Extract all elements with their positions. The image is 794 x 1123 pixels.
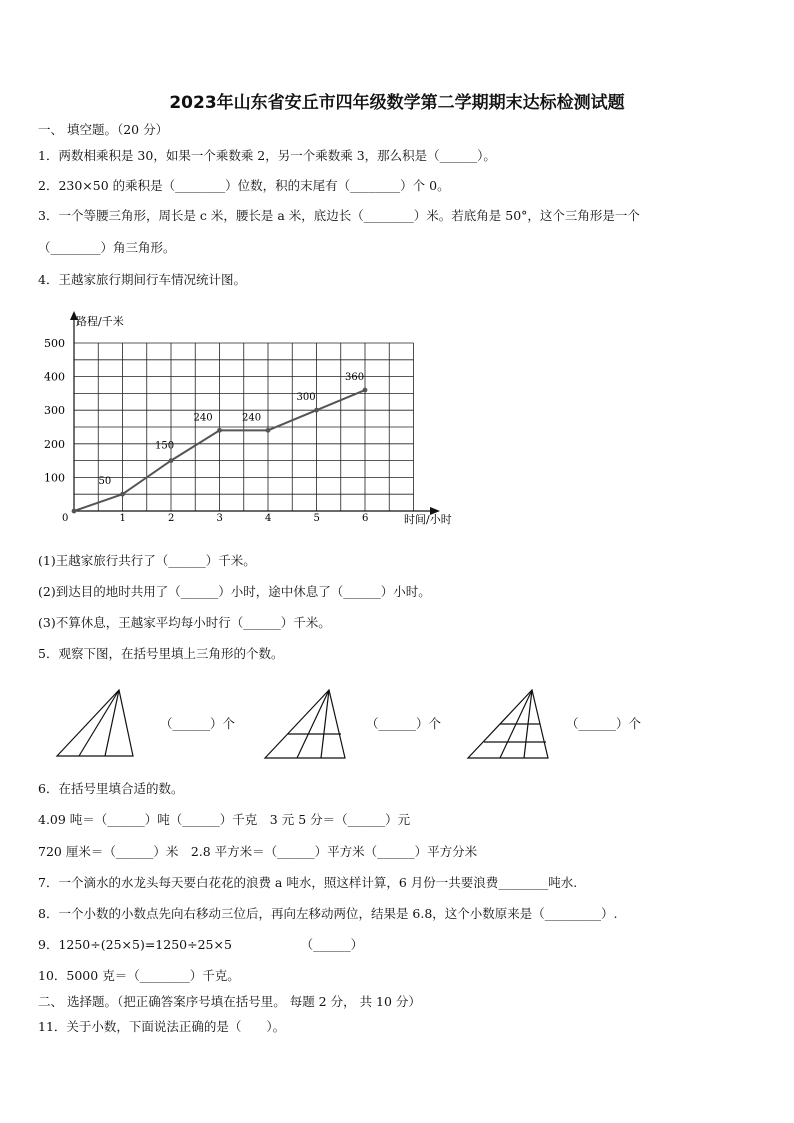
- section-heading-multiple-choice: 二、 选择题。（把正确答案序号填在括号里。 每题 2 分， 共 10 分）: [38, 994, 421, 1009]
- question-4-part-2: (2)到达目的地时共用了（______）小时，途中休息了（______）小时。: [38, 584, 431, 599]
- triangle-2-answer-blank: （______）个: [366, 716, 442, 731]
- chart-data-point: [72, 509, 77, 514]
- chart-x-tick-label: 4: [265, 513, 272, 524]
- triangle-figures-row: [0, 688, 794, 760]
- question-2: 2．230×50 的乘积是（________）位数，积的末尾有（________）个 0。: [38, 178, 450, 193]
- chart-y-tick-label: 200: [44, 437, 65, 451]
- chart-data-label: 150: [155, 440, 175, 452]
- triangle-3-answer-blank: （______）个: [566, 716, 642, 731]
- chart-x-tick-label: 6: [362, 513, 369, 524]
- chart-data-point: [314, 408, 319, 413]
- chart-data-label: 360: [345, 372, 365, 384]
- chart-data-label: 50: [98, 476, 112, 488]
- question-6: 6．在括号里填合适的数。: [38, 781, 184, 796]
- chart-data-point: [169, 458, 174, 463]
- question-4-part-3: (3)不算休息，王越家平均每小时行（______）千米。: [38, 615, 331, 630]
- chart-data-label: 300: [296, 392, 316, 404]
- chart-y-tick-label: 300: [44, 404, 65, 418]
- chart-x-tick-label: 1: [119, 513, 126, 524]
- page-title: 2023年山东省安丘市四年级数学第二学期期末达标检测试题: [169, 93, 625, 113]
- triangle-figure-2: [263, 688, 349, 762]
- chart-x-tick-label: 5: [313, 513, 320, 524]
- question-4-part-1: (1)王越家旅行共行了（______）千米。: [38, 553, 256, 568]
- chart-x-tick-label: 2: [168, 513, 175, 524]
- question-1: 1．两数相乘积是 30，如果一个乘数乘 2，另一个乘数乘 3，那么积是（______）。: [38, 148, 496, 163]
- chart-x-tick-label: 3: [216, 513, 223, 524]
- chart-data-label: 240: [242, 412, 262, 424]
- question-7: 7．一个滴水的水龙头每天要白花花的浪费 a 吨水，照这样计算，6 月份一共要浪费________吨水.: [38, 875, 578, 890]
- chart-y-tick-label: 100: [44, 471, 65, 485]
- triangle-figure-3: [466, 688, 552, 762]
- question-11: 11．关于小数，下面说法正确的是（ ）。: [38, 1019, 286, 1034]
- chart-y-tick-label: 400: [44, 370, 65, 384]
- question-10: 10．5000 克＝（________）千克。: [38, 968, 240, 983]
- question-6-line-1: 4.09 吨＝（______）吨（______）千克 3 元 5 分＝（______）元: [38, 812, 411, 827]
- triangle-1-answer-blank: （______）个: [160, 716, 236, 731]
- chart-data-label: 240: [193, 412, 213, 424]
- question-3-line-1: 3．一个等腰三角形，周长是 c 米，腰长是 a 米，底边长（________）米。若底角是 50°，这个三角形是一个: [38, 208, 640, 223]
- question-5: 5．观察下图，在括号里填上三角形的个数。: [38, 646, 284, 661]
- chart-y-axis-label: 路程/千米: [76, 315, 124, 328]
- chart-data-point: [217, 428, 222, 433]
- triangle-figure-1: [55, 688, 135, 760]
- chart-data-point: [266, 428, 271, 433]
- question-6-line-2: 720 厘米＝（______）米 2.8 平方米＝（______）平方米（______）平方分米: [38, 844, 478, 859]
- chart-data-point: [363, 388, 368, 393]
- question-9: 9．1250÷(25×5)=1250÷25×5 （______）: [38, 937, 364, 952]
- question-4: 4．王越家旅行期间行车情况统计图。: [38, 272, 246, 287]
- chart-data-point: [120, 492, 125, 497]
- chart-x-tick-label: 0: [62, 513, 69, 524]
- section-heading-fill-blank: 一、 填空题。（20 分）: [38, 122, 169, 137]
- question-8: 8．一个小数的小数点先向右移动三位后，再向左移动两位，结果是 6.8，这个小数原来是（_________）.: [38, 906, 618, 921]
- question-3-line-2: （________）角三角形。: [38, 240, 176, 255]
- chart-x-axis-label: 时间/小时: [404, 513, 452, 526]
- travel-distance-line-chart: [30, 305, 480, 535]
- chart-y-tick-label: 500: [44, 337, 65, 350]
